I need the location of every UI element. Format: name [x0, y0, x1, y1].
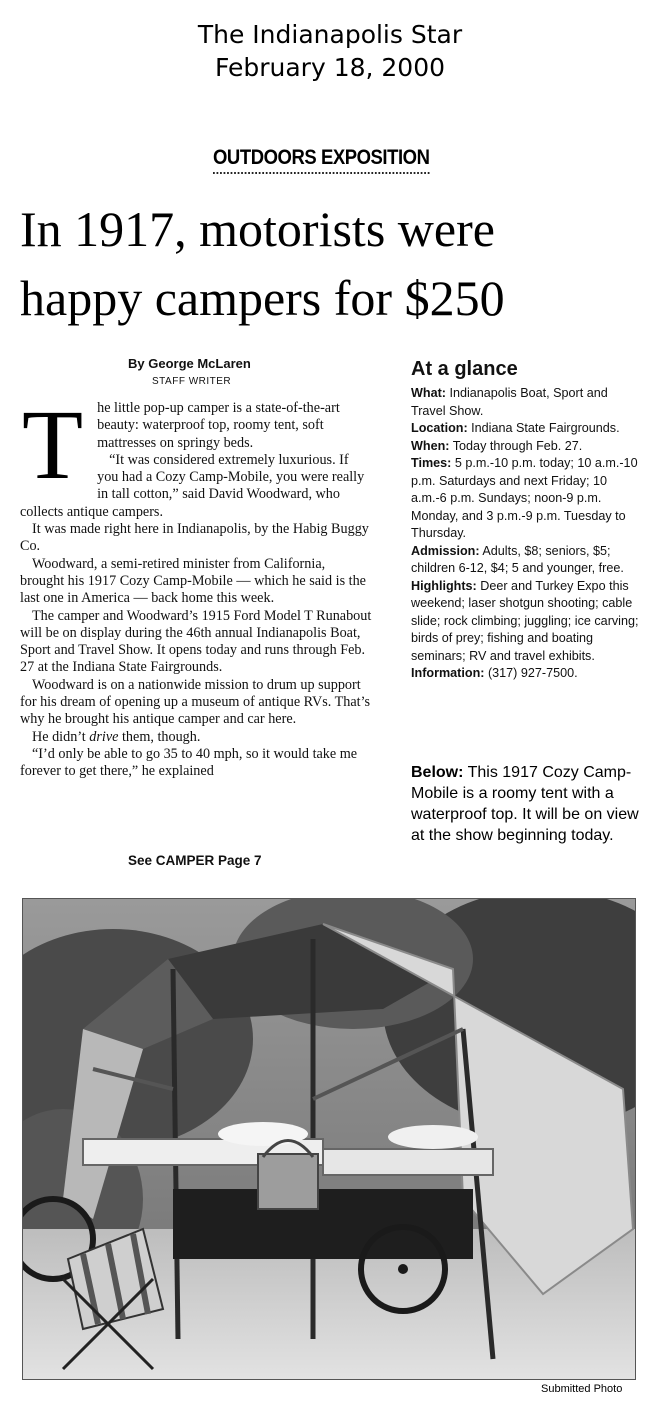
- drop-cap: T: [22, 389, 84, 500]
- glance-title: At a glance: [411, 358, 518, 380]
- glance-text: 5 p.m.-10 p.m. today; 10 a.m.-10 p.m. Saturdays and next Friday; 10 a.m.-6 p.m. Sundays; noon-9 p.m. Monday, and 3 p.m.-9 p.m. Tuesday to Thursday.: [411, 456, 638, 540]
- story-text: He didn’t: [32, 728, 86, 745]
- glance-item: [411, 420, 643, 438]
- story-paragraph: Woodward is on a nationwide mission to drum up support for his dream of opening up a museum of antique RVs. That’s why he brought his antique camper and car here.: [20, 676, 371, 728]
- glance-label: Highlights:: [411, 578, 477, 593]
- masthead: [0, 18, 660, 84]
- caption-text: This 1917 Cozy Camp-Mobile is a roomy tent with a waterproof top. It will be on view at the show beginning today.: [411, 764, 639, 844]
- camper-photo-illustration: [23, 899, 635, 1379]
- story-paragraph: “It was considered extremely luxurious. If you had a Cozy Camp-Mobile, you were really in tall cotton,” said David Woodward, who collects antique campers.: [20, 451, 365, 520]
- jump-link[interactable]: See CAMPER Page 7: [128, 853, 262, 868]
- story-paragraph: Woodward, a semi-retired minister from California, brought his 1917 Cozy Camp-Mobile — which he said is the last one in America — back home this week.: [20, 555, 366, 607]
- story-paragraph: The camper and Woodward’s 1915 Ford Model T Runabout will be on display during the 46th annual Indianapolis Boat, Sport and Travel Show. It opens today and runs through Feb. 27 at the Indiana State Fairgrounds.: [20, 607, 372, 676]
- glance-label: Location:: [411, 421, 468, 435]
- glance-item: [411, 438, 643, 456]
- headline-line-1: In 1917, motorists were: [20, 201, 495, 257]
- byline-role: STAFF WRITER: [152, 376, 232, 387]
- glance-label: What:: [411, 386, 446, 400]
- glance-item: [411, 455, 643, 543]
- glance-text: Indiana State Fairgrounds.: [467, 421, 620, 435]
- glance-label: Admission:: [411, 543, 480, 558]
- glance-text: Deer and Turkey Expo this weekend; laser shotgun shooting; cable slide; rock climbing; juggling; ice carving; birds of prey; fishing and boating seminars; RV and travel exhibits.: [411, 578, 639, 663]
- glance-label: When:: [411, 438, 450, 453]
- masthead-date: February 18, 2000: [214, 53, 446, 82]
- story-body: [20, 389, 372, 781]
- headline: [20, 195, 650, 333]
- story-paragraph: [20, 729, 372, 746]
- story-text: them, though.: [118, 728, 201, 745]
- story-paragraph: It was made right here in Indianapolis, by the Habig Buggy Co.: [20, 521, 369, 555]
- glance-item: [411, 665, 643, 683]
- masthead-paper-name: The Indianapolis Star: [197, 20, 463, 49]
- glance-item: [411, 385, 643, 420]
- glance-label: Times:: [411, 456, 452, 470]
- byline-author: By George McLaren: [128, 356, 251, 371]
- caption-label: Below:: [411, 764, 464, 781]
- glance-item: [411, 543, 643, 578]
- headline-line-2: happy campers for $250: [20, 270, 505, 326]
- glance-label: Information:: [411, 666, 485, 680]
- story-paragraph: “I’d only be able to go 35 to 40 mph, so it would take me forever to get there,” he explained: [20, 745, 358, 780]
- camper-photo: [22, 898, 636, 1380]
- glance-text: Today through Feb. 27.: [449, 438, 583, 453]
- glance-item: [411, 578, 643, 666]
- section-label: OUTDOORS EXPOSITION: [213, 146, 430, 174]
- story-paragraph: he little pop-up camper is a state-of-the-art beauty: waterproof top, roomy tent, soft mattresses on springy beds.: [97, 400, 340, 451]
- glance-text: (317) 927-7500.: [484, 666, 578, 680]
- at-a-glance-box: [411, 355, 643, 683]
- photo-credit: Submitted Photo: [541, 1383, 623, 1395]
- glance-text: Adults, $8; seniors, $5; children 6-12, $4; 5 and younger, free.: [411, 543, 624, 575]
- story-emphasis: drive: [89, 728, 119, 745]
- glance-text: Indianapolis Boat, Sport and Travel Show.: [411, 386, 608, 418]
- photo-caption: [411, 762, 643, 846]
